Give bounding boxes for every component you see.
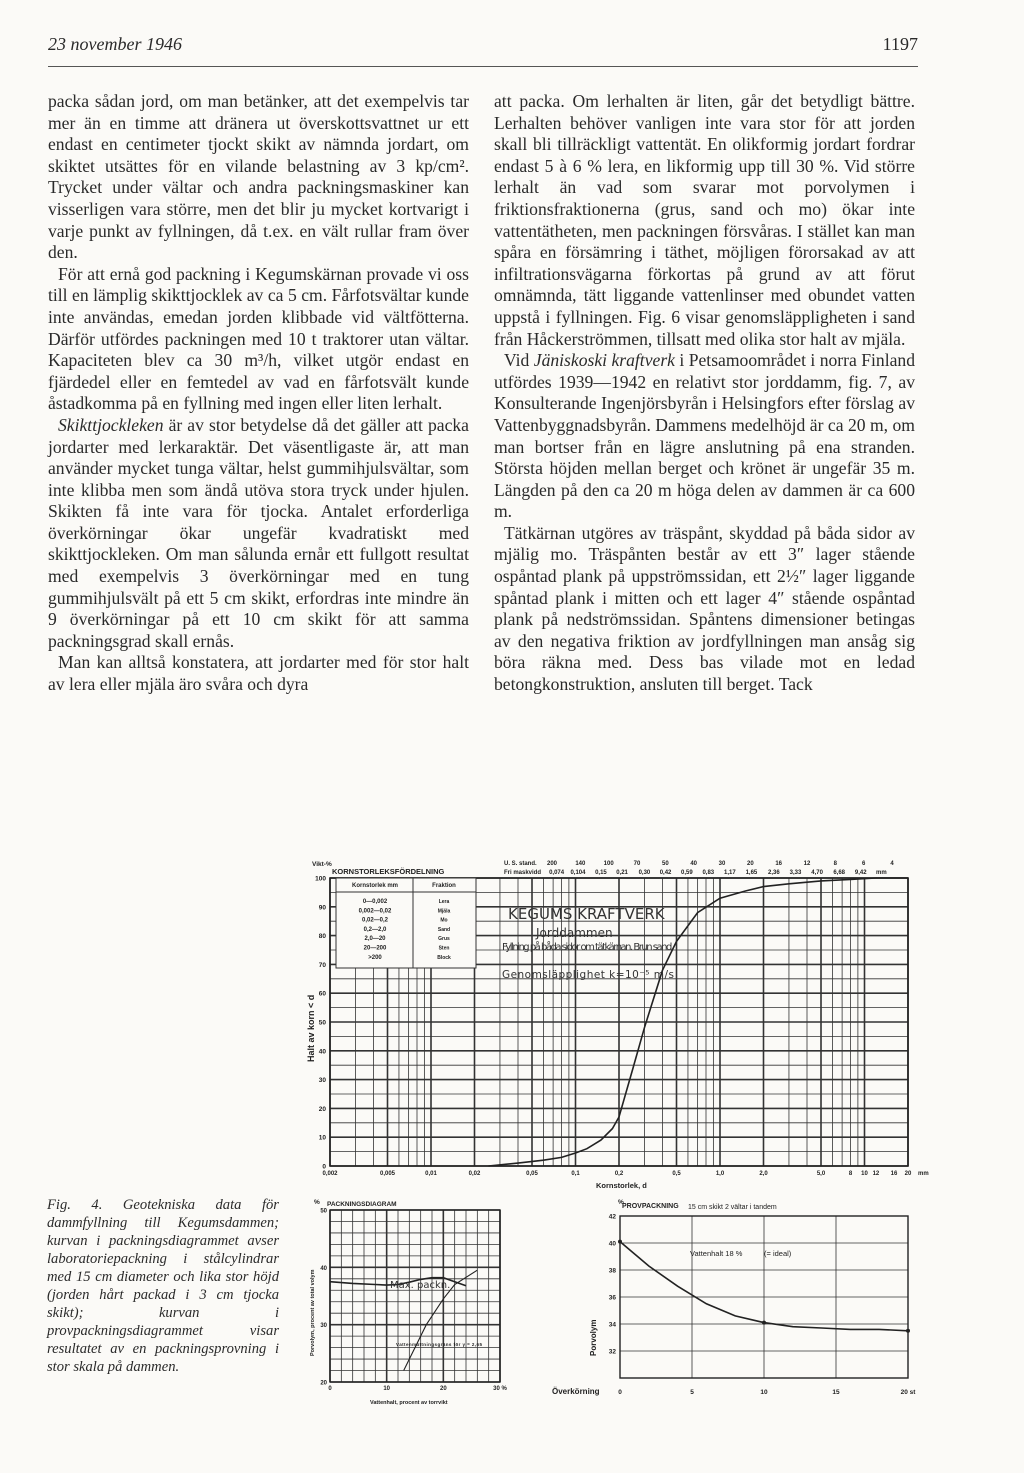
fraction-table: [336, 878, 476, 968]
paragraph-text: Vid: [504, 350, 534, 371]
x-tick-label: 0: [618, 1389, 622, 1396]
y-unit-label: %: [314, 1199, 320, 1206]
paragraph: [494, 350, 915, 523]
table-cell: Mo: [440, 917, 448, 924]
y-tick-label: 90: [318, 904, 326, 912]
sieve-number: 140: [575, 861, 586, 867]
sieve-size: 0,15: [595, 870, 607, 876]
table-cell: 0,002—0,02: [358, 908, 392, 915]
y-tick-label: 30: [320, 1323, 327, 1330]
table-cell: 20—200: [363, 945, 387, 952]
table-cell: 0,02—0,2: [361, 917, 389, 924]
caption-text: Geotekniska data för dammfyllning till Kegumsdammen; kurvan i packningsdiagrammet avser laboratoriepackning i stålcylindrar med 15 cm diameter och lika stor höjd (jorden hårt packad i 3 cm tjocka skikt); kurvan i provpackningsdiagrammet visar resultatet av en packningsprovning i stor skala på dammen.: [47, 1197, 279, 1375]
figure-caption: [47, 1196, 279, 1376]
y-tick-label: 50: [318, 1019, 326, 1027]
paragraph: [48, 415, 469, 653]
chart-title: PACKNINGSDIAGRAM: [327, 1201, 397, 1208]
sieve-row1-label: U. S. stand.: [504, 861, 537, 867]
x-tick-label: 20: [904, 1171, 912, 1177]
sieve-row2-label: Fri maskvidd: [504, 870, 542, 876]
sieve-size: 0,074: [549, 870, 565, 876]
x-tick-label: mm: [918, 1171, 929, 1177]
x-tick-label: 5,0: [816, 1171, 826, 1177]
sieve-number: 100: [603, 861, 614, 867]
annotation-max-packing: Max. packn.: [390, 1280, 451, 1291]
y-tick-label: 40: [608, 1240, 616, 1248]
x-tick-label: 0: [328, 1386, 332, 1392]
paragraph: Man kan alltså konstatera, att jordarter med för stor halt av lera eller mjäla äro svåra och dyra: [48, 652, 469, 695]
sieve-size: 0,59: [681, 870, 693, 876]
sieve-size: 6,68: [833, 870, 846, 876]
x-tick-label: 16: [890, 1171, 898, 1177]
annotation-saturation: Vattenmättningsgräns för γ = 2,65: [396, 1342, 482, 1347]
grain-size-chart: [300, 852, 940, 1194]
y-tick-label: 34: [608, 1321, 616, 1329]
y-tick-label: 80: [318, 933, 326, 941]
paragraph: att packa. Om lerhalten är liten, går det betydligt bättre. Lerhalten behöver vanligen inte vara stor för att jorden skall bli tillräckligt vattentät. En olikformig jordart fordrar endast 5 à 6 % lera, en likformig upp till 30 %. Vid större lerhalt än vad som svarar mot porvolymen i friktionsfraktionerna (grus, sand och mo) ökar inte vattentätheten, men packningen försvåras. I stället kan man spåra en försämring i täthet, möjligen förorsakad av att infiltrationsvägarna förkortas på grund av att förut omnämnda, tätt liggande vattenlinser med obundet vatten uppstå i fyllningen. Fig. 6 visar genomsläppligheten i sand från Håckerströmmen, tillsatt med olika stor halt av mjäla.: [494, 91, 915, 349]
y-axis-label: Porvolym: [589, 1319, 598, 1356]
x-tick-label: 0,05: [526, 1171, 538, 1177]
table-cell: 0—0,002: [362, 899, 388, 905]
paragraph: För att ernå god packning i Kegumskärnan provade vi oss till en lämplig skikttjocklek av ca 5 cm. Fårfotsvältar kunde inte användas, emedan jorden klibbade vid vältfötterna. Därför utfördes packningen med 10 t traktorer utan vältar. Kapaciteten blev ca 30 m³/h, vilket utgör endast en fjärdedel eller en femtedel av vad en fårfotsvält kunde åstadkomma på en fyllning med ingen eller liten lerhalt.: [48, 263, 469, 414]
paragraph-text: i Petsamoområdet i norra Finland utfördes 1939—1942 en relativt stor jorddamm, fig. 7, av Konsulterande Ingenjörsbyrån i Helsingfors efter förslag av Vattenbyggnadsbyrån. Dammens medelhöjd är ca 20 m, om man bortser från en lägre anslutning på ena stranden. Största höjden mellan berget och krönet är ungefär 35 m. Längden på den ca 20 m höga delen av dammen är ca 600 m.: [494, 350, 915, 522]
italic-term: Jäniskoski kraftverk: [533, 350, 675, 371]
annotation-permeability: Genomsläpplighet k=10⁻⁵ m/s: [502, 969, 674, 981]
page-number: 1197: [882, 34, 918, 54]
italic-term: Skikttjockleken: [58, 414, 164, 435]
y-tick-label: 36: [608, 1294, 616, 1302]
page-date: 23 november 1946: [48, 34, 182, 54]
x-axis-label: Kornstorlek, d: [596, 1181, 647, 1190]
sieve-size: 1,17: [724, 870, 736, 876]
chart-title: KORNSTORLEKSFÖRDELNING: [332, 867, 445, 876]
x-axis-label: Vattenhalt, procent av torrvikt: [370, 1400, 448, 1406]
x-tick-label: 0,1: [571, 1171, 580, 1177]
x-tick-label: 20 st: [900, 1389, 916, 1396]
sieve-number: 70: [633, 861, 641, 867]
y-tick-label: 42: [608, 1213, 616, 1221]
sieve-size: mm: [876, 870, 887, 876]
chart-title: PROVPACKNING: [622, 1203, 679, 1210]
packing-diagram: [300, 1196, 530, 1408]
page-header: [48, 34, 918, 64]
x-tick-label: 10: [861, 1171, 868, 1177]
sieve-number: 12: [803, 861, 811, 867]
y-tick-label: 40: [318, 1048, 326, 1056]
x-axis-label: Överkörning: [552, 1387, 600, 1396]
y-axis-label: Halt av korn < d: [306, 994, 316, 1062]
right-column: [494, 91, 915, 696]
sieve-size: 9,42: [854, 870, 867, 876]
plot-frame: [330, 1210, 500, 1382]
x-tick-label: 8: [848, 1171, 853, 1177]
x-tick-label: 10: [383, 1386, 391, 1392]
table-header: Fraktion: [432, 883, 456, 889]
left-column: [48, 91, 469, 696]
x-tick-label: 20: [439, 1386, 447, 1392]
sieve-number: 30: [718, 861, 726, 867]
sieve-number: 200: [546, 861, 558, 867]
x-tick-label: 0,2: [614, 1171, 624, 1177]
table-cell: Mjäla: [437, 908, 451, 915]
y-tick-label: 32: [608, 1348, 616, 1356]
sieve-size: 0,21: [616, 870, 628, 876]
y-tick-label: 100: [315, 875, 326, 883]
y-tick-label: 70: [318, 961, 326, 969]
y-tick-label: 60: [318, 990, 326, 998]
test-compaction-chart: [552, 1196, 930, 1408]
paragraph: Tätkärnan utgöres av träspånt, skyddad på båda sidor av mjälig mo. Träspånten består av ett 3″ lager stående ospåntad plank på uppströmssidan, ett 2½″ lager liggande spåntad plank i mitten och ett lager 4″ stående ospåntad plank på nedströmssidan. Spåntens dimensioner betingas av den negativa friktion av jordfyllningen man ansåg sig böra räkna med. Dess bas vilade mot en ledad betongkonstruktion, ansluten till berget. Tack: [494, 522, 915, 695]
sieve-number: 16: [775, 861, 783, 867]
header-rule: [48, 66, 918, 67]
sieve-size: 0,42: [659, 870, 672, 876]
y-unit-label: %: [618, 1199, 624, 1206]
annotation-ideal: (= ideal): [764, 1249, 792, 1258]
y-tick-label: 40: [320, 1265, 327, 1272]
x-tick-label: 12: [872, 1171, 880, 1177]
annotation-water: Vattenhalt 18 %: [690, 1249, 743, 1258]
caption-fig: Fig. 4.: [47, 1197, 103, 1213]
x-tick-label: 0,5: [672, 1171, 681, 1177]
x-tick-label: 5: [690, 1389, 694, 1396]
x-tick-label: 0,005: [379, 1171, 396, 1177]
table-cell: 2,0—20: [364, 936, 386, 943]
table-cell: Block: [437, 954, 451, 961]
x-tick-label: 0,002: [322, 1171, 338, 1177]
y-tick-label: 0: [322, 1163, 326, 1171]
annotation-subtitle: Jorddammen: [536, 926, 613, 940]
annotation-fill: Fyllning på båda sidor om tätkärnan. Brun sand.: [502, 942, 674, 953]
table-cell: >200: [368, 954, 382, 961]
chart-subtitle: 15 cm skikt 2 vältar i tandem: [688, 1204, 777, 1211]
table-cell: Sten: [438, 945, 450, 952]
annotation-box: [502, 905, 674, 981]
y-tick-label: 30: [318, 1077, 326, 1085]
paragraph: packa sådan jord, om man betänker, att det exempelvis tar mer än en timme att dränera ut överskottsvattnet ur ett endast en centimeter tjockt skikt av nämnda jordart, om skiktet utsättes för en vilande belastning av 3 kp/cm². Trycket under vältar och andra packningsmaskiner kan visserligen vara större, men det blir ju mycket kortvarigt i varje punkt av fyllningen, då t.ex. en vält rullar fram över den.: [48, 91, 469, 263]
y-unit-label: Vikt-%: [312, 861, 332, 868]
annotation-title: KEGUMS KRAFTVERK: [508, 905, 665, 923]
x-tick-label: 0,02: [468, 1171, 481, 1177]
sieve-size: 0,83: [702, 870, 715, 876]
table-cell: Lera: [438, 899, 450, 905]
sieve-size: 0,30: [638, 870, 651, 876]
sieve-size: 4,70: [811, 870, 823, 876]
sieve-number: 8: [833, 861, 838, 867]
y-tick-label: 10: [318, 1134, 326, 1142]
sieve-size: 0,104: [570, 870, 586, 876]
sieve-size: 2,36: [768, 870, 780, 876]
y-tick-label: 38: [608, 1267, 616, 1275]
x-tick-label: 0,01: [425, 1171, 437, 1177]
x-tick-label: 10: [760, 1389, 768, 1396]
x-tick-label: 30 %: [493, 1386, 507, 1392]
table-cell: 0,2—2,0: [363, 926, 387, 933]
y-tick-label: 20: [320, 1380, 327, 1387]
x-tick-label: 2,0: [759, 1171, 768, 1177]
table-cell: Sand: [437, 926, 451, 933]
sieve-number: 20: [746, 861, 754, 867]
y-tick-label: 50: [320, 1208, 327, 1215]
sieve-number: 4: [890, 861, 894, 867]
x-tick-label: 15: [832, 1389, 840, 1396]
sieve-size: 1,65: [745, 870, 758, 876]
paragraph-text: är av stor betydelse då det gäller att packa jordarter med lerkaraktär. Det väsentligaste är, att man använder mycket tunga vältar, helst gummihjulsvältar, som inte klibba men som ändå utöva stora tryck under hjulen. Skikten få inte vara för tjocka. Antalet erforderliga överkörningar ökar ungefär kvadratiskt med skikttjockleken. Om man sålunda ernår ett fullgott resultat med exempelvis 3 överkörningar med en tung gummihjulsvält på ett 5 cm skikt, erfordras inte mindre än 9 överkörningar på ett 10 cm skikt för att samma packningsgrad skall ernås.: [48, 414, 469, 651]
sieve-number: 50: [661, 861, 669, 867]
y-axis-label: Porvolym, procent av total volym: [310, 1269, 316, 1356]
table-header: Kornstorlek mm: [351, 883, 399, 889]
sieve-number: 6: [861, 861, 866, 867]
sieve-number: 40: [690, 861, 698, 867]
x-tick-label: 1,0: [715, 1171, 725, 1177]
y-tick-label: 20: [318, 1105, 326, 1113]
table-cell: Grus: [438, 936, 450, 943]
sieve-size: 3,33: [789, 870, 802, 876]
